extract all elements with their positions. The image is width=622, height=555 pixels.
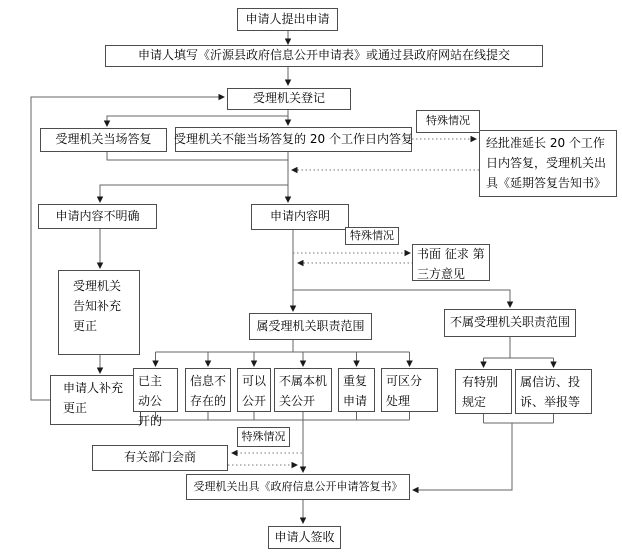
node-extended-reply: 经批准延长 20 个工作日内答复，受理机关出具《延期答复告知书》 — [479, 130, 617, 197]
node-notify-supplement-correction: 受理机关告知补充更正 — [58, 270, 140, 355]
node-fill-application-form: 申请人填写《沂源县政府信息公开申请表》或通过县政府网站在线提交 — [105, 45, 543, 67]
node-separable-handling: 可区分处理 — [381, 368, 438, 412]
node-issue-reply-document: 受理机关出具《政府信息公开申请答复书》 — [186, 474, 410, 500]
node-petition-complaint: 属信访、投诉、举报等 — [515, 369, 592, 414]
label-special-case-1: 特殊情况 — [416, 110, 480, 133]
label-special-case-2: 特殊情况 — [345, 227, 399, 245]
node-special-provisions: 有特别规定 — [455, 369, 512, 414]
node-already-disclosed: 已主动公开的 — [133, 368, 178, 412]
node-outside-duty-scope: 不属受理机关职责范围 — [444, 309, 576, 337]
node-info-not-exist: 信息不存在的 — [185, 368, 231, 412]
label-special-case-3: 特殊情况 — [237, 427, 290, 447]
node-department-consultation: 有关部门会商 — [92, 445, 228, 471]
node-applicant-supplement-correction: 申请人补充更正 — [50, 375, 141, 425]
node-applicant-sign: 申请人签收 — [268, 526, 341, 549]
node-content-clear: 申请内容明 — [251, 204, 349, 230]
node-repeat-application: 重复申请 — [338, 368, 375, 412]
node-third-party-opinion: 书面 征求 第三方意见 — [412, 244, 490, 281]
node-can-disclose: 可以公开 — [237, 368, 271, 412]
node-reply-within-20-days: 受理机关不能当场答复的 20 个工作日内答复 — [175, 127, 412, 152]
node-agency-register: 受理机关登记 — [227, 88, 351, 110]
node-not-this-agency: 不属本机关公开 — [274, 368, 332, 412]
node-applicant-submits: 申请人提出申请 — [237, 8, 338, 31]
node-within-duty-scope: 属受理机关职责范围 — [249, 313, 372, 340]
node-onsite-reply: 受理机关当场答复 — [40, 128, 167, 152]
node-content-unclear: 申请内容不明确 — [38, 204, 157, 229]
